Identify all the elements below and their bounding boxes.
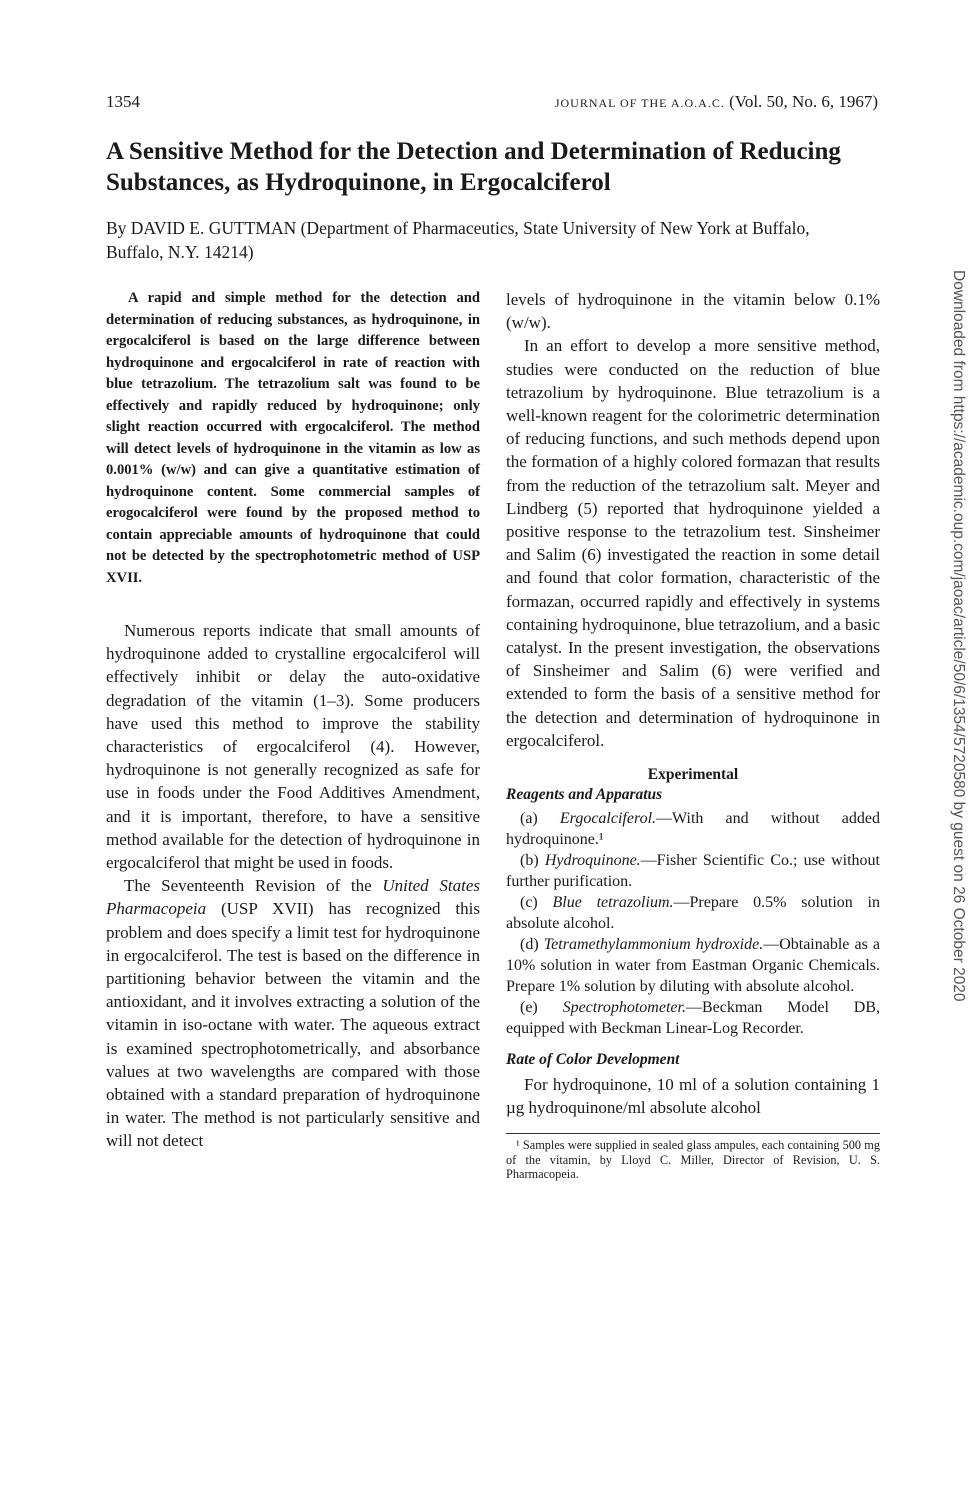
- paragraph-text: (USP XVII) has recognized this problem and does specify a limit test for hydroquinone in ergocalciferol. The test is based on the difference in partitioning behavior between the vitamin and the antioxidant, and it involves extracting a solution of the vitamin in iso-octane with water. The aqueous extract is examined spectrophotometrically, and absorbance values at two wavelengths are compared with those obtained with a standard preparation of hydroquinone in water. The method is not particularly sensitive and will not detect: [106, 899, 480, 1151]
- journal-name: JOURNAL OF THE A.O.A.C.: [554, 96, 725, 110]
- reagent-name: Ergocalciferol.: [559, 810, 657, 828]
- footnote-divider: [506, 1133, 880, 1134]
- page-number: 1354: [106, 92, 140, 111]
- reagent-description: —Obtainable as a 10% solution in water from Eastman Organic Chemicals. Prepare 1% solution by diluting with absolute alcohol.: [506, 936, 880, 996]
- intro-paragraph-1: Numerous reports indicate that small amounts of hydroquinone added to crystalline ergocalciferol will effectively inhibit or delay the auto-oxidative degradation of the vitamin (1–3). Some producers have used this method to improve the stability characteristics of ergocalciferol (4). However, hydroquinone is not generally recognized as safe for use in foods under the Food Additives Amendment, and it is important, therefore, to have a sensitive method available for the detection of hydroquinone in ergocalciferol that might be used in foods.: [106, 621, 480, 873]
- right-body: [506, 288, 880, 752]
- abstract: [106, 288, 480, 589]
- reagent-item: [506, 892, 880, 934]
- running-header: [106, 92, 878, 116]
- reagent-label: (c): [520, 894, 553, 912]
- reagent-item: [506, 934, 880, 997]
- reagent-name: Blue tetrazolium.: [552, 894, 674, 912]
- reagent-name: Tetramethylammonium hydroxide.: [543, 936, 764, 954]
- subheading-reagents: Reagents and Apparatus: [506, 786, 663, 804]
- rate-paragraph: For hydroquinone, 10 ml of a solution containing 1 µg hydroquinone/ml absolute alcohol: [506, 1075, 880, 1118]
- subheading-rate: Rate of Color Development: [506, 1051, 680, 1069]
- author-byline: By DAVID E. GUTTMAN (Department of Pharmaceutics, State University of New York at Buffalo, Buffalo, N.Y. 14214): [106, 218, 810, 262]
- volume-info: (Vol. 50, No. 6, 1967): [729, 92, 878, 111]
- journal-citation: [555, 92, 878, 112]
- reagent-label: (b): [520, 852, 545, 870]
- reagent-name: Hydroquinone.: [544, 852, 641, 870]
- right-column: [506, 288, 880, 1182]
- reagent-item: [506, 850, 880, 892]
- rate-body: [506, 1073, 880, 1119]
- reagent-item: [506, 808, 880, 850]
- article-title: A Sensitive Method for the Detection and Determination of Reducing Substances, as Hydroquinone, in Ergocalciferol: [106, 138, 841, 196]
- reagent-item: [506, 997, 880, 1039]
- continued-paragraph: levels of hydroquinone in the vitamin below 0.1% (w/w).: [506, 290, 880, 333]
- reagent-description: —With and without added hydroquinone.¹: [506, 810, 880, 849]
- paragraph-text: The Seventeenth Revision of the: [124, 876, 383, 896]
- download-watermark-text: Downloaded from https://academic.oup.com/jaoac/article/50/6/1354/5720580 by guest on 26 October 2020: [950, 270, 967, 1002]
- reagent-label: (a): [520, 810, 560, 828]
- section-heading-experimental: Experimental: [647, 766, 739, 784]
- reagent-label: (e): [520, 999, 563, 1017]
- left-body: [106, 619, 480, 1153]
- reagent-description: —Fisher Scientific Co.; use without further purification.: [506, 852, 880, 891]
- reagent-name: Spectrophotometer.: [562, 999, 686, 1017]
- reagent-description: —Beckman Model DB, equipped with Beckman Linear-Log Recorder.: [506, 999, 881, 1038]
- footnote: ¹ Samples were supplied in sealed glass ampules, each containing 500 mg of the vitamin, by Lloyd C. Miller, Director of Revision, U. S. Pharmacopeia.: [506, 1138, 880, 1182]
- method-paragraph: In an effort to develop a more sensitive method, studies were conducted on the reduction of blue tetrazolium by hydroquinone. Blue tetrazolium is a well-known reagent for the colorimetric determination of reducing functions, and such methods depend upon the formation of a highly colored formazan that results from the reduction of the tetrazolium salt. Meyer and Lindberg (5) reported that hydroquinone yielded a positive response to the tetrazolium test. Sinsheimer and Salim (6) investigated the reaction in some detail and found that color formation, characteristic of the formazan, occurred rapidly and effectively in systems containing hydroquinone, blue tetrazolium, and a basic catalyst. In the present investigation, the observations of Sinsheimer and Salim (6) were verified and extended to form the basis of a sensitive method for the detection and determination of hydroquinone in ergocalciferol.: [506, 336, 880, 750]
- reagent-list: [506, 808, 880, 1039]
- abstract-text: A rapid and simple method for the detection and determination of reducing substances, as hydroquinone, in ergocalciferol is based on the large difference between hydroquinone and ergocalciferol in rate of reaction with blue tetrazolium. The tetrazolium salt was found to be effectively and rapidly reduced by hydroquinone; only slight reaction occurred with ergocalciferol. The method will detect levels of hydroquinone in the vitamin as low as 0.001% (w/w) and can give a quantitative estimation of hydroquinone content. Some commercial samples of erogocalciferol were found by the proposed method to contain appreciable amounts of hydroquinone that could not be detected by the spectrophotometric method of USP XVII.: [106, 290, 480, 586]
- reagent-description: —Prepare 0.5% solution in absolute alcohol.: [506, 894, 880, 933]
- intro-paragraph-2: [106, 874, 480, 1152]
- download-watermark: [944, 270, 968, 1160]
- reagent-label: (d): [520, 936, 544, 954]
- usp-title: United States Pharmacopeia: [106, 876, 480, 919]
- left-column: [106, 288, 480, 1153]
